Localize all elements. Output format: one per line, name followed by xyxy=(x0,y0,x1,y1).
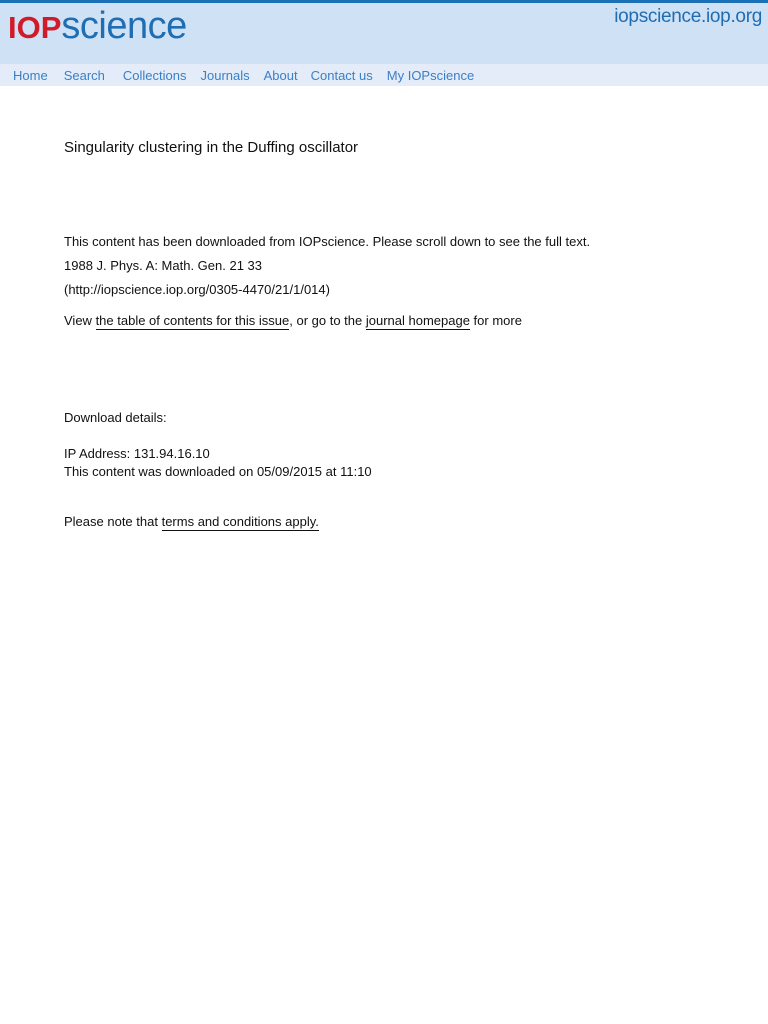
nav-search[interactable]: Search xyxy=(63,67,105,83)
article-title: Singularity clustering in the Duffing oscillator xyxy=(64,139,359,156)
nav-home[interactable]: Home xyxy=(13,67,48,83)
article-url: (http://iopscience.iop.org/0305-4470/21/1/014) xyxy=(64,282,330,297)
journal-homepage-link[interactable]: journal homepage xyxy=(365,313,470,328)
main-nav xyxy=(0,64,768,86)
iopscience-logo[interactable] xyxy=(8,5,187,45)
logo-science-text: science xyxy=(61,5,187,47)
view-options-line xyxy=(64,313,522,328)
site-url-link[interactable]: iopscience.iop.org xyxy=(614,6,762,27)
terms-line xyxy=(64,514,319,529)
download-details-heading: Download details: xyxy=(64,410,167,425)
nav-journals[interactable]: Journals xyxy=(200,67,250,83)
site-header xyxy=(0,0,768,64)
terms-prefix: Please note that xyxy=(64,514,162,529)
nav-contact-us[interactable]: Contact us xyxy=(310,67,373,83)
ip-address-line: IP Address: 131.94.16.10 xyxy=(64,446,210,461)
toc-link[interactable]: the table of contents for this issue xyxy=(95,313,290,328)
nav-collections[interactable]: Collections xyxy=(122,67,187,83)
logo-iop-text: IOP xyxy=(8,10,62,45)
download-notice: This content has been downloaded from IOPscience. Please scroll down to see the full text. xyxy=(64,234,591,249)
view-middle: , or go to the xyxy=(289,313,366,328)
terms-link[interactable]: terms and conditions apply. xyxy=(161,514,319,529)
download-date-line: This content was downloaded on 05/09/2015 at 11:10 xyxy=(64,464,372,479)
article-citation: 1988 J. Phys. A: Math. Gen. 21 33 xyxy=(64,258,263,273)
nav-my-iopscience[interactable]: My IOPscience xyxy=(386,67,475,83)
view-suffix: for more xyxy=(469,313,522,328)
view-prefix: View xyxy=(64,313,96,328)
nav-about[interactable]: About xyxy=(263,67,298,83)
